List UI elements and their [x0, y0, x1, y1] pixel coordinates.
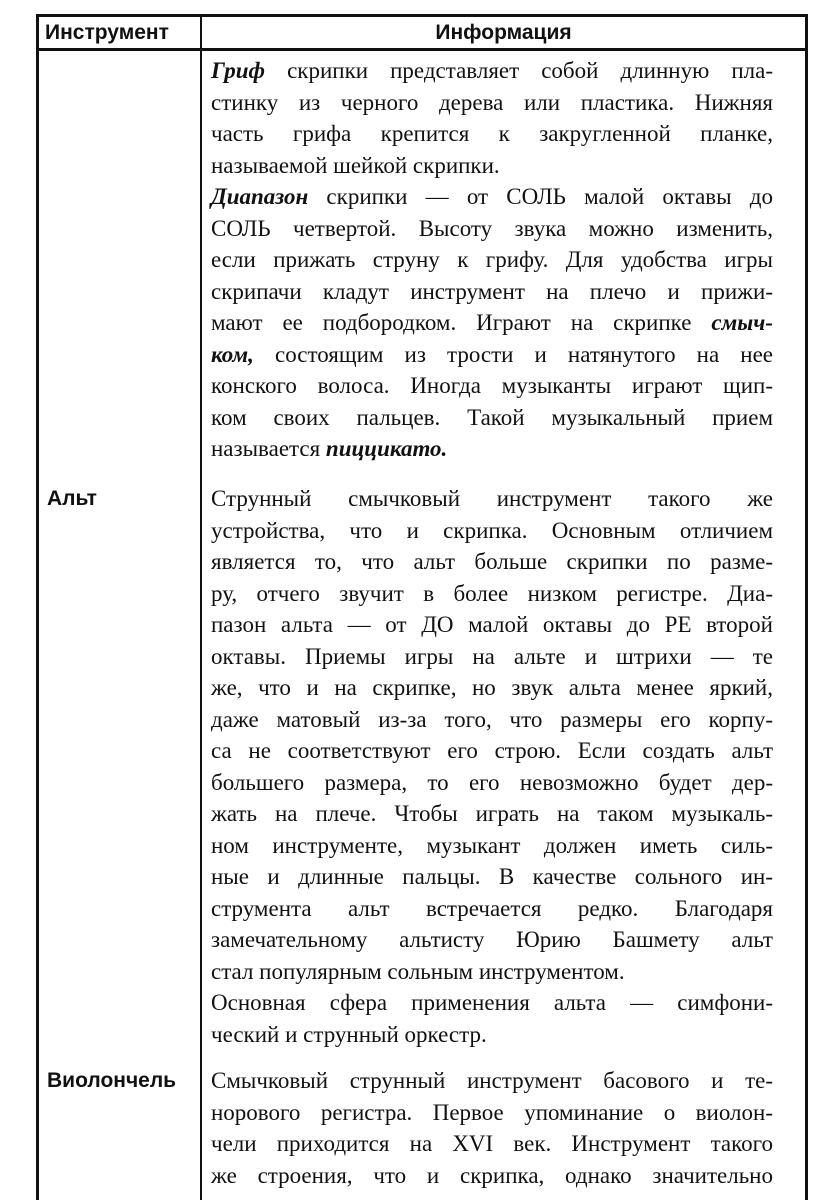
- text-line: называется пиццикато.: [211, 436, 448, 461]
- term: пиццикато.: [325, 436, 448, 461]
- text-line: Диапазон скрипки — от СОЛЬ малой октавы до: [211, 184, 773, 209]
- table-header: [39, 17, 805, 51]
- term: ком,: [211, 341, 254, 367]
- text-line: устройства, что и скрипка. Основным отличием: [211, 517, 773, 543]
- text-line: пазон альта — от ДО малой октавы до РЕ второй: [211, 612, 773, 637]
- paragraph: [211, 181, 773, 465]
- instrument-table: [36, 14, 808, 1200]
- text-line: называемой шейкой скрипки.: [211, 152, 500, 178]
- header-instrument: Инструмент: [45, 21, 169, 44]
- text-line: если прижать струну к грифу. Для удобства игры: [211, 247, 773, 272]
- text-line: же строения, что и скрипка, однако значительно: [211, 1162, 773, 1188]
- paragraph: [211, 483, 773, 1050]
- text-line: стинку из черного дерева или пластика. Нижняя: [211, 89, 773, 115]
- text-line: Струнный смычковый инструмент такого же: [211, 486, 773, 511]
- text-line: Гриф скрипки представляет собой длинную пла-: [211, 58, 773, 83]
- text-line: ные и длинные пальцы. В качестве сольного ин-: [211, 864, 773, 889]
- text-line: даже матовый из-за того, что размеры его корпу-: [211, 706, 773, 732]
- text-line: Основная сфера применения альта — симфони-: [211, 990, 773, 1015]
- text-line: ном инструменте, музыкант должен иметь силь-: [211, 832, 773, 858]
- text-line: ком, состоящим из трости и натянутого на нее: [211, 341, 773, 367]
- text-line: стал популярным сольным инструментом.: [211, 958, 625, 984]
- text-line: струмента альт встречается редко. Благодаря: [211, 895, 773, 921]
- instrument-info: [211, 55, 773, 465]
- term: Гриф: [211, 58, 266, 83]
- paragraph: [211, 55, 773, 181]
- instrument-info: [211, 483, 773, 1050]
- text-line: ком своих пальцев. Такой музыкальный прием: [211, 404, 773, 430]
- text-line: конского волоса. Иногда музыканты играют щип-: [211, 373, 773, 398]
- text-line: чели приходится на XVI век. Инструмент такого: [211, 1131, 773, 1156]
- text-line: ческий и струнный оркестр.: [211, 1021, 487, 1047]
- term: смыч-: [691, 310, 773, 335]
- paragraph: [211, 1065, 773, 1191]
- text-line: жать на плече. Чтобы играть на таком музыкаль-: [211, 801, 773, 826]
- instrument-name: Виолончель: [47, 1069, 177, 1092]
- text-line: часть грифа крепится к закругленной планке,: [211, 121, 773, 146]
- text-line: скрипачи кладут инструмент на плечо и прижи-: [211, 278, 773, 304]
- text-line: большего размера, то его невозможно будет дер-: [211, 769, 773, 795]
- text-line: замечательному альтисту Юрию Башмету альт: [211, 927, 773, 952]
- term: Диапазон: [211, 184, 309, 209]
- text-line: октавы. Приемы игры на альте и штрихи — те: [211, 643, 773, 669]
- text-line: норового регистра. Первое упоминание о виолон-: [211, 1099, 773, 1125]
- instrument-info: [211, 1065, 773, 1191]
- header-info: Информация: [435, 21, 572, 44]
- text-line: является то, что альт больше скрипки по разме-: [211, 549, 773, 574]
- text-line: СОЛЬ четвертой. Высоту звука можно изменить,: [211, 215, 773, 241]
- text-line: ру, отчего звучит в более низком регистре. Диа-: [211, 580, 773, 606]
- column-divider: [200, 17, 202, 1200]
- instrument-name: Альт: [47, 487, 97, 510]
- text-line: Смычковый струнный инструмент басового и те-: [211, 1068, 773, 1093]
- text-line: са не соответствуют его строю. Если создать альт: [211, 738, 773, 763]
- text-line: же, что и на скрипке, но звук альта менее яркий,: [211, 675, 773, 700]
- text-line: мают ее подбородком. Играют на скрипке смыч-: [211, 310, 773, 335]
